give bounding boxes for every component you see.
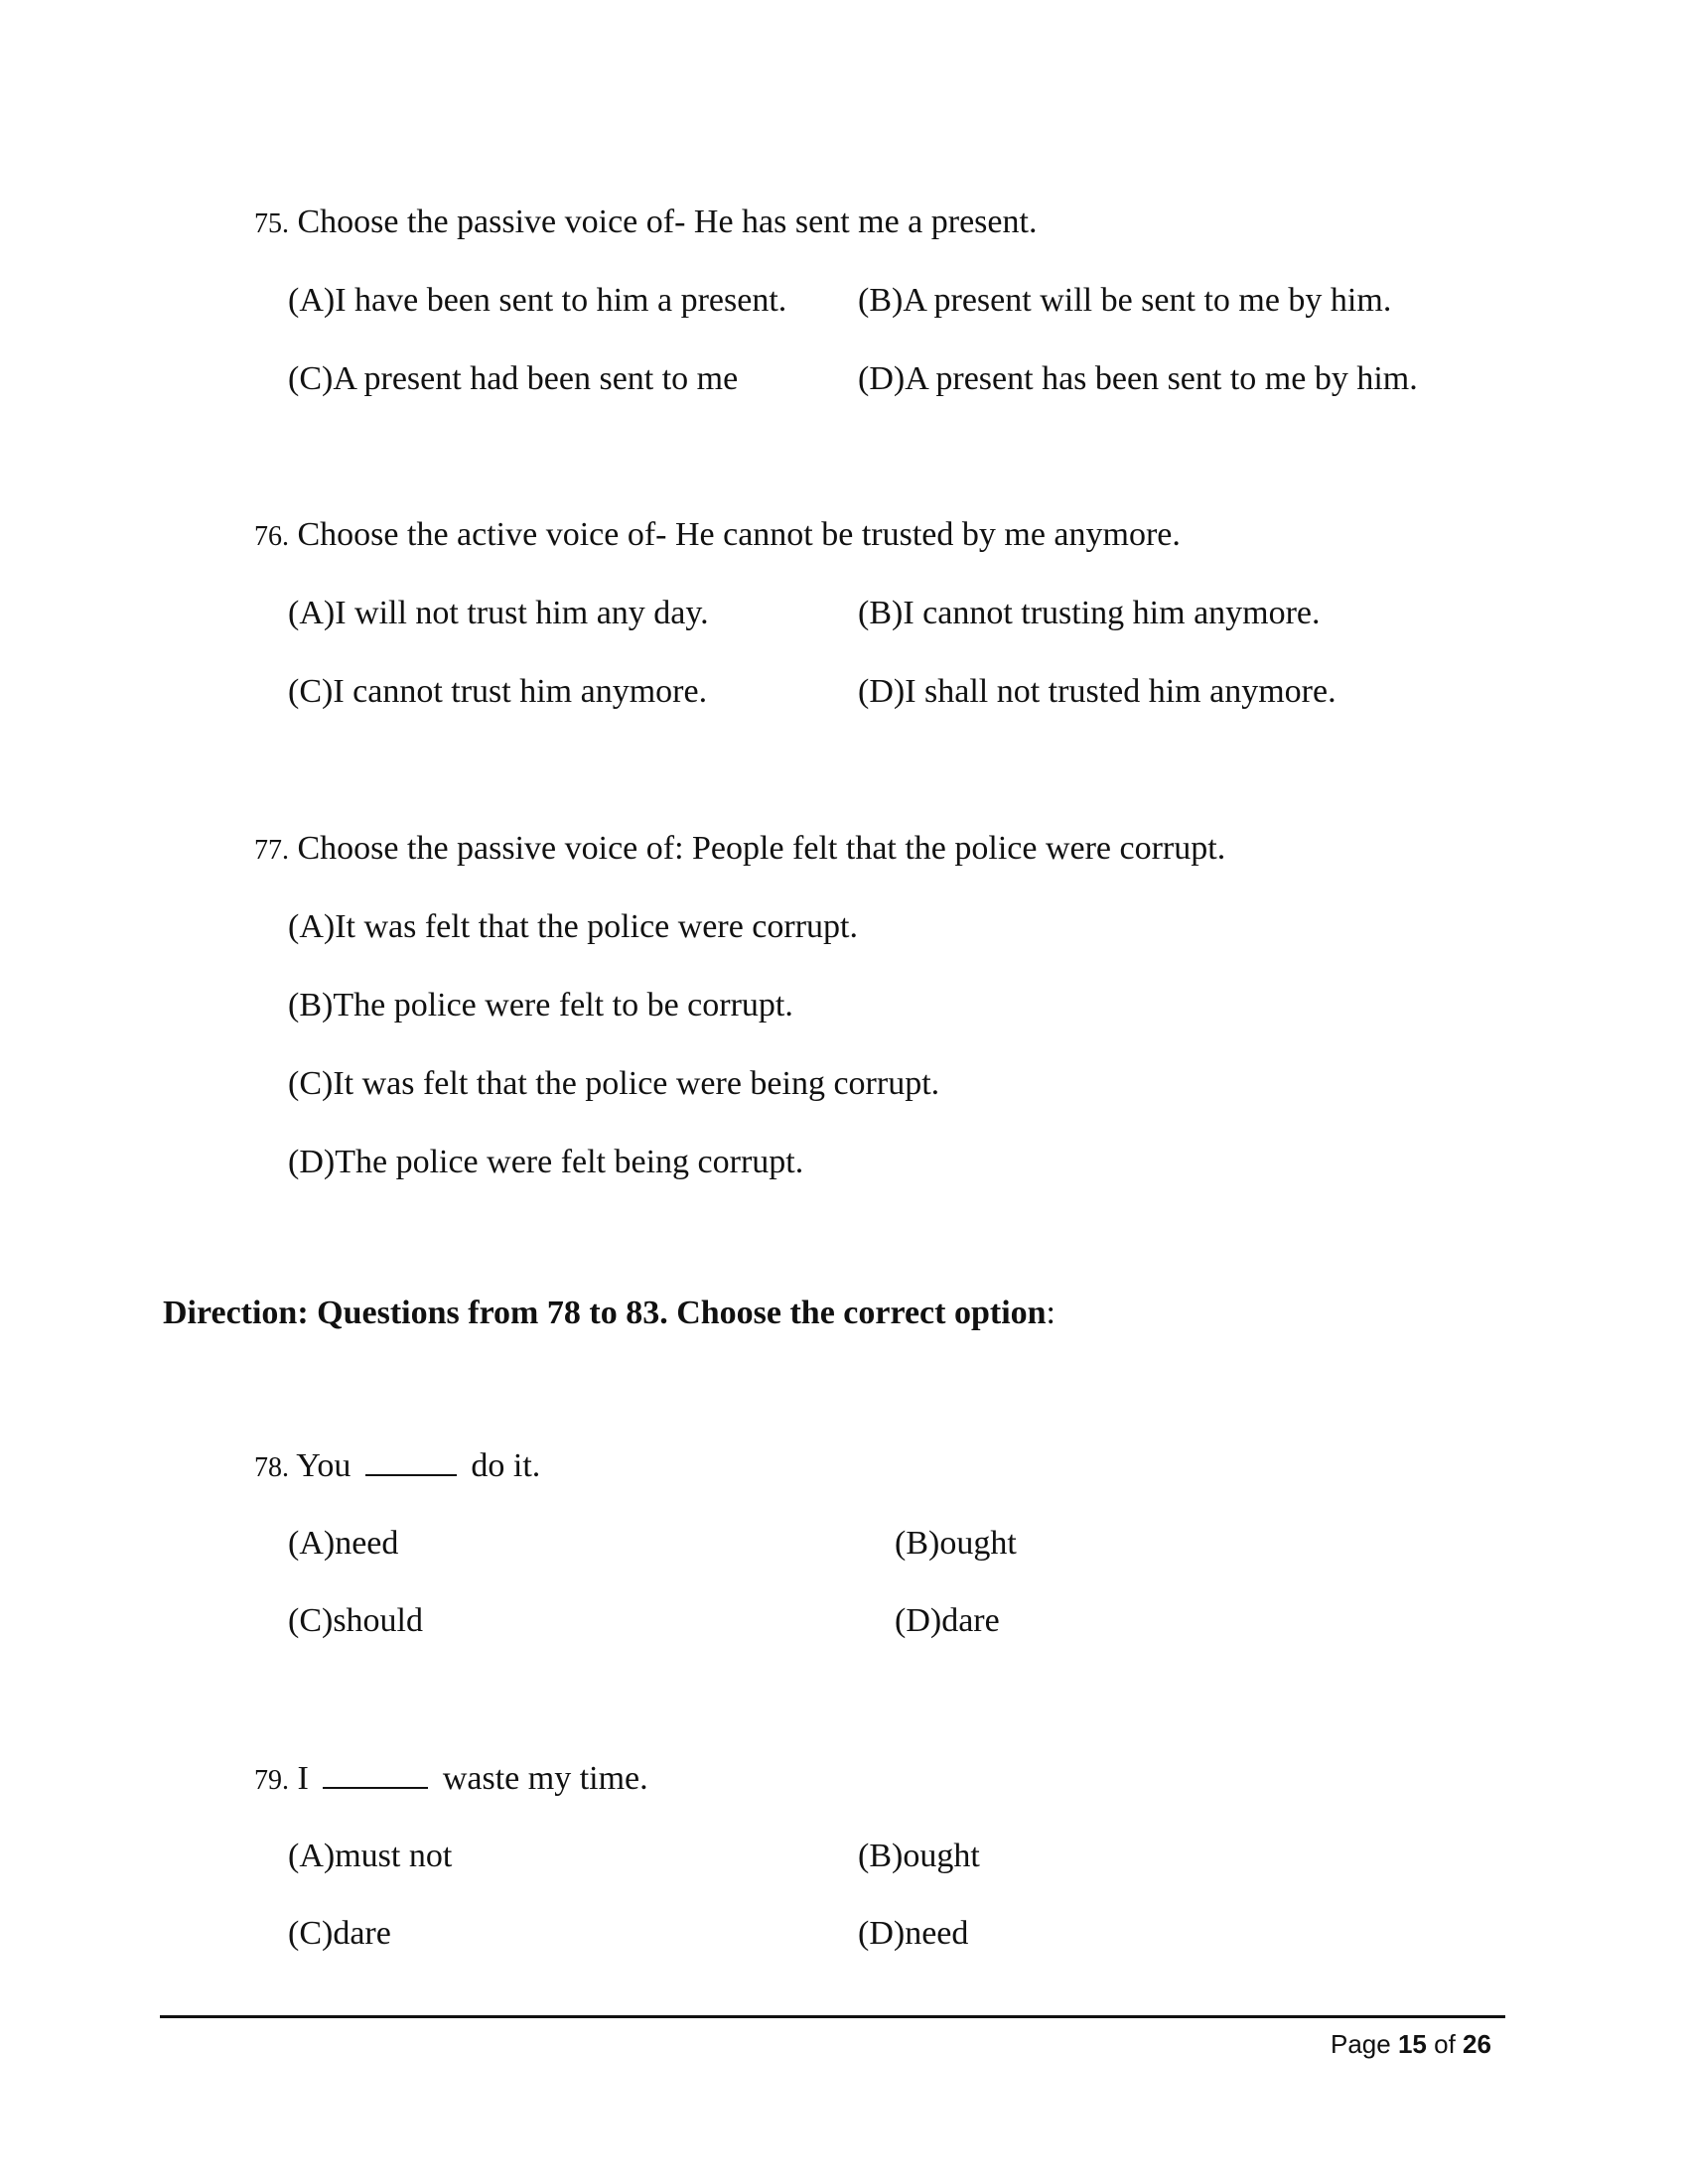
option-79-c <box>288 1913 391 1955</box>
question-number: 75. <box>254 208 289 239</box>
option-letter: (D) <box>288 1144 336 1180</box>
option-text: dare <box>941 1602 1000 1639</box>
option-letter: (C) <box>288 1602 334 1639</box>
option-letter: (D) <box>858 360 906 397</box>
option-79-b <box>858 1836 980 1877</box>
option-79-a <box>288 1836 452 1877</box>
option-78-b <box>895 1523 1017 1565</box>
question-stem-end: waste my time. <box>442 1760 648 1797</box>
page-number <box>1331 2027 1491 2061</box>
question-stem-start: I <box>297 1760 309 1797</box>
option-75-d <box>858 358 1418 400</box>
question-stem: Choose the active voice of- He cannot be trusted by me anymore. <box>297 516 1181 553</box>
option-text: dare <box>333 1915 391 1952</box>
option-79-d <box>858 1913 968 1955</box>
page-word: Page <box>1331 2029 1391 2059</box>
option-text: need <box>335 1525 399 1562</box>
total-pages: 26 <box>1463 2029 1491 2059</box>
option-letter: (B) <box>858 595 904 631</box>
option-letter: (A) <box>288 595 336 631</box>
option-text: The police were felt being corrupt. <box>335 1144 804 1180</box>
option-letter: (C) <box>288 673 334 710</box>
question-number: 77. <box>254 835 289 866</box>
option-letter: (A) <box>288 908 336 945</box>
option-letter: (D) <box>858 1915 906 1952</box>
current-page: 15 <box>1397 2029 1427 2059</box>
option-text: A present had been sent to me <box>333 360 739 397</box>
option-text: ought <box>903 1838 980 1874</box>
option-letter: (B) <box>858 1838 904 1874</box>
option-75-b <box>858 280 1391 322</box>
option-77-d <box>288 1142 803 1183</box>
option-75-a <box>288 280 786 322</box>
option-78-c <box>288 1600 423 1642</box>
option-78-a <box>288 1523 398 1565</box>
option-text: should <box>333 1602 424 1639</box>
option-78-d <box>895 1600 1000 1642</box>
option-text: It was felt that the police were being corrupt. <box>333 1065 940 1102</box>
option-letter: (B) <box>895 1525 940 1562</box>
question-stem-start: You <box>296 1447 352 1484</box>
option-letter: (A) <box>288 282 336 319</box>
option-76-b <box>858 593 1321 634</box>
question-number: 76. <box>254 521 289 552</box>
option-text: I cannot trusting him anymore. <box>903 595 1321 631</box>
option-76-a <box>288 593 709 634</box>
option-letter: (B) <box>858 282 904 319</box>
option-text: It was felt that the police were corrupt. <box>335 908 858 945</box>
direction-heading <box>163 1293 1055 1334</box>
option-77-b <box>288 985 793 1026</box>
answer-blank <box>365 1444 457 1476</box>
question-stem: Choose the passive voice of- He has sent me a present. <box>297 204 1038 240</box>
option-letter: (D) <box>858 673 906 710</box>
option-letter: (C) <box>288 1915 334 1952</box>
option-text: A present has been sent to me by him. <box>905 360 1418 397</box>
option-letter: (A) <box>288 1525 336 1562</box>
option-text: ought <box>939 1525 1017 1562</box>
question-78 <box>254 1444 540 1489</box>
option-75-c <box>288 358 738 400</box>
direction-colon: : <box>1046 1295 1055 1331</box>
option-text: I will not trust him any day. <box>335 595 709 631</box>
footer-divider <box>160 2015 1505 2018</box>
direction-text: Direction: Questions from 78 to 83. Choose the correct option <box>163 1295 1047 1331</box>
option-text: I shall not trusted him anymore. <box>905 673 1336 710</box>
question-77 <box>254 828 1225 872</box>
question-number: 78. <box>254 1452 289 1483</box>
option-letter: (C) <box>288 1065 334 1102</box>
option-letter: (D) <box>895 1602 942 1639</box>
option-text: A present will be sent to me by him. <box>903 282 1392 319</box>
option-text: The police were felt to be corrupt. <box>333 987 793 1024</box>
question-stem: Choose the passive voice of: People felt that the police were corrupt. <box>297 830 1226 867</box>
option-76-c <box>288 671 707 713</box>
option-letter: (A) <box>288 1838 336 1874</box>
option-letter: (B) <box>288 987 334 1024</box>
answer-blank <box>323 1757 428 1789</box>
option-77-c <box>288 1063 939 1105</box>
option-text: must not <box>335 1838 453 1874</box>
option-77-a <box>288 906 858 948</box>
question-75 <box>254 202 1037 245</box>
of-word: of <box>1434 2029 1456 2059</box>
option-76-d <box>858 671 1336 713</box>
option-letter: (C) <box>288 360 334 397</box>
question-stem-end: do it. <box>471 1447 541 1484</box>
option-text: I have been sent to him a present. <box>335 282 787 319</box>
option-text: I cannot trust him anymore. <box>333 673 708 710</box>
question-76 <box>254 514 1181 558</box>
question-79 <box>254 1757 648 1802</box>
question-number: 79. <box>254 1765 289 1796</box>
option-text: need <box>905 1915 969 1952</box>
